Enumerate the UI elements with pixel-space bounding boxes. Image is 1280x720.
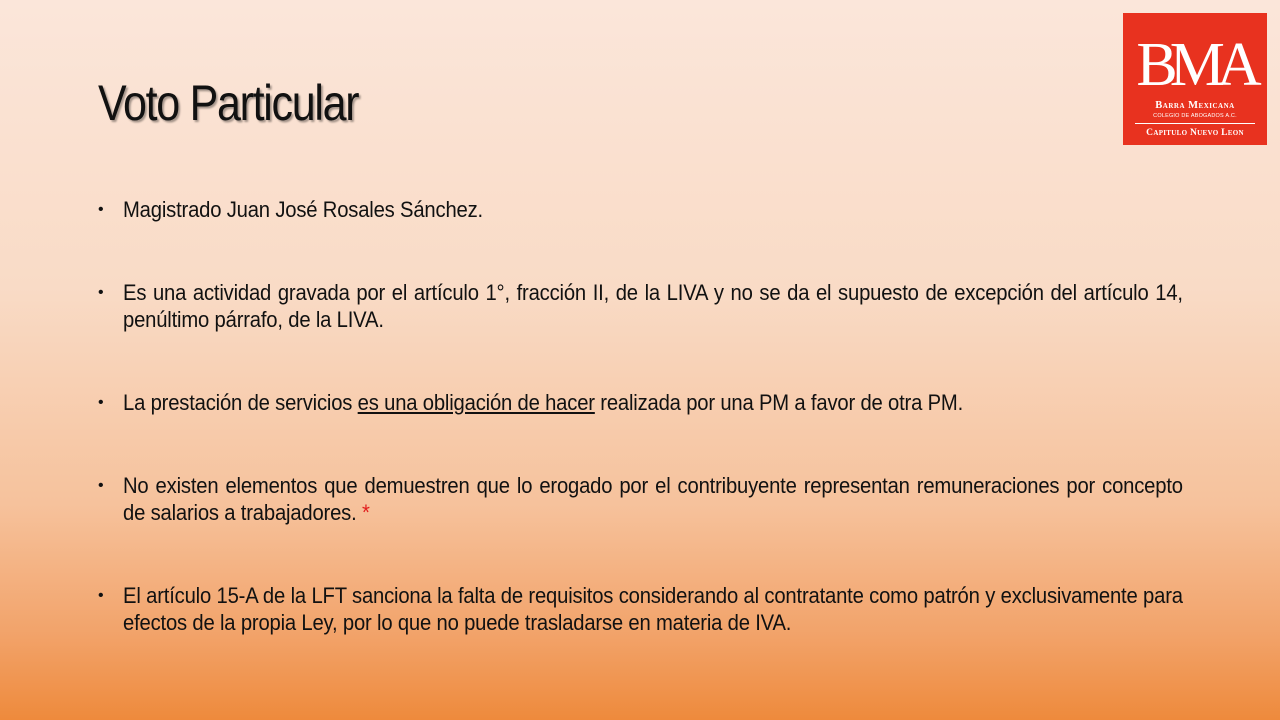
bullet-dot-icon: • <box>98 587 104 604</box>
logo-line-3: Capitulo Nuevo Leon <box>1146 128 1244 138</box>
bullet-text-body: No existen elementos que demuestren que lo erogado por el contribuyente representan remuneraciones por concepto de salarios a trabajadores. <box>123 473 1183 525</box>
bullet-item <box>98 196 1182 223</box>
bullet-list <box>98 196 1182 636</box>
bullet-text: Magistrado Juan José Rosales Sánchez. <box>123 197 483 222</box>
bullet-text <box>123 389 1183 416</box>
logo-line-2: COLEGIO DE ABOGADOS A.C. <box>1153 113 1237 119</box>
bma-monogram-icon <box>1123 13 1267 103</box>
bullet-text: El artículo 15-A de la LFT sanciona la falta de requisitos considerando al contratante como patrón y exclusivamente para efectos de la propia Ley, por lo que no puede trasladarse en materia de IVA. <box>123 583 1183 635</box>
bullet-text-pre: La prestación de servicios <box>123 390 358 415</box>
slide-title: Voto Particular <box>98 75 359 131</box>
bullet-text-post: realizada por una PM a favor de otra PM. <box>594 390 964 415</box>
bullet-dot-icon: • <box>98 394 104 411</box>
bullet-item <box>98 472 1182 526</box>
bullet-item <box>98 582 1182 636</box>
bullet-item <box>98 279 1182 333</box>
bullet-dot-icon: • <box>98 201 104 218</box>
bullet-dot-icon: • <box>98 477 104 494</box>
bullet-text: Es una actividad gravada por el artículo 1°, fracción II, de la LIVA y no se da el supuesto de excepción del artículo 14, penúltimo párrafo, de la LIVA. <box>123 280 1183 332</box>
bullet-item <box>98 389 1182 416</box>
logo-line-1: Barra Mexicana <box>1155 100 1235 111</box>
bullet-dot-icon: • <box>98 284 104 301</box>
underlined-phrase: es una obligación de hacer <box>357 390 595 415</box>
logo-divider <box>1135 123 1255 124</box>
asterisk-mark: * <box>362 500 370 525</box>
bullet-text <box>123 472 1183 526</box>
bma-logo <box>1123 13 1267 145</box>
logo-monogram: BMA <box>1136 31 1254 99</box>
